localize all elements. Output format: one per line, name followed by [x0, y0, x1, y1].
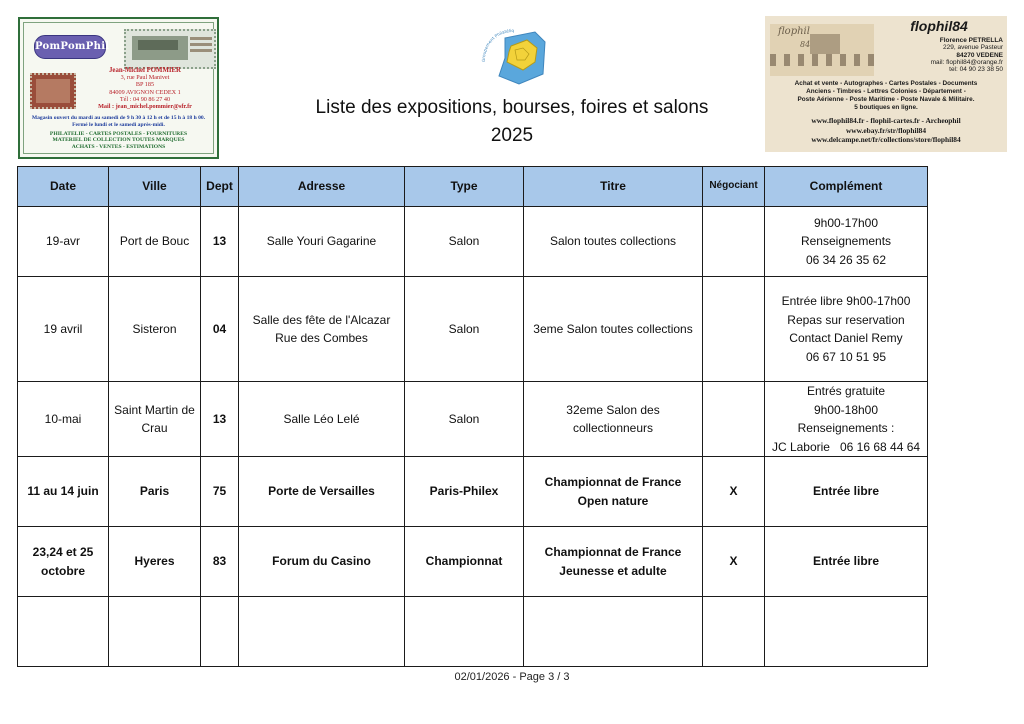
date-line: 23,24 et 25 — [32, 545, 94, 559]
cell-adresse — [239, 277, 405, 382]
complement-line: Renseignements : — [797, 421, 895, 435]
column-header-titre: Titre — [524, 167, 703, 207]
pompomphil-logo: PomPomPhil — [34, 35, 106, 59]
adresse-line: Salle des fête de l'Alcazar — [252, 312, 391, 327]
table-header-row — [18, 167, 928, 207]
complement-line: Contact Daniel Remy — [789, 331, 903, 345]
cell-adresse: Salle Léo Lelé — [239, 382, 405, 457]
website-line: www.flophil84.fr - flophil-cartes.fr - Archeophil — [811, 116, 961, 125]
cell-ville — [109, 382, 201, 457]
shop-bp: BP 185 — [135, 81, 155, 89]
cell-adresse: Forum du Casino — [239, 527, 405, 597]
column-header-negociant: Négociant — [703, 167, 765, 207]
cell-type: Paris-Philex — [405, 457, 524, 527]
table-row — [18, 527, 928, 597]
titre-line: Championnat de France — [544, 475, 682, 489]
shop-street: 3, rue Paul Manivet — [120, 74, 170, 82]
cell-empty — [239, 597, 405, 667]
shop-hours: Magasin ouvert du mardi au samedi de 9 h 30 à 12 h et de 15 h à 18 h 00. — [31, 115, 206, 121]
table-row — [18, 207, 928, 277]
complement-line: Entrés gratuite — [806, 384, 886, 398]
cell-complement — [765, 382, 928, 457]
date-line: octobre — [40, 563, 85, 578]
avignon-bridge-sketch-icon — [770, 24, 874, 76]
cell-titre — [524, 527, 703, 597]
column-header-ville: Ville — [109, 167, 201, 207]
ville-line: Saint Martin de — [114, 402, 195, 417]
cell-negociant: X — [703, 527, 765, 597]
events-table — [17, 166, 928, 667]
cell-complement — [765, 457, 928, 527]
cell-dept: 04 — [201, 277, 239, 382]
titre-line: Jeunesse et adulte — [559, 563, 667, 578]
cell-dept: 83 — [201, 527, 239, 597]
cell-empty — [765, 597, 928, 667]
title-line-1: Liste des expositions, bourses, foires et salons — [315, 97, 709, 118]
flophil84-services — [769, 80, 1003, 112]
cell-date: 19-avr — [18, 207, 109, 277]
column-header-date: Date — [18, 167, 109, 207]
table-row — [18, 457, 928, 527]
column-header-type: Type — [405, 167, 524, 207]
services-line: Poste Aérienne - Poste Maritime - Poste Navale & Militaire. — [797, 96, 975, 103]
cell-negociant — [703, 382, 765, 457]
table-row-empty — [18, 597, 928, 667]
complement-line: 06 67 10 51 95 — [805, 349, 887, 364]
titre-line: 32eme Salon des — [566, 402, 660, 417]
complement-line: Entrée libre — [812, 554, 880, 569]
logo-caption: Groupement Philatéliq — [480, 27, 515, 63]
region-map-stamp-icon — [475, 18, 551, 94]
cell-titre — [524, 457, 703, 527]
contact-mail: mail: flophil84@orange.fr — [930, 58, 1003, 66]
column-header-adresse: Adresse — [239, 167, 405, 207]
services-line: 5 boutiques en ligne. — [854, 104, 918, 111]
complement-line: Repas sur reservation — [787, 312, 905, 327]
cell-titre: Salon toutes collections — [524, 207, 703, 277]
page-title — [262, 94, 762, 150]
cell-date: 11 au 14 juin — [18, 457, 109, 527]
cell-empty — [109, 597, 201, 667]
column-header-dept: Dept — [201, 167, 239, 207]
shop-owner-name: Jean-Michel POMMIER — [109, 67, 181, 74]
sketch-lettering: flophil — [778, 26, 810, 37]
cell-date: 10-mai — [18, 382, 109, 457]
cell-ville: Port de Bouc — [109, 207, 201, 277]
cell-empty — [405, 597, 524, 667]
table-row — [18, 277, 928, 382]
cell-adresse: Salle Youri Gagarine — [239, 207, 405, 277]
complement-line: 9h00-17h00 — [813, 215, 879, 230]
services-line: Achat et vente - Autographes - Cartes Postales - Documents — [794, 80, 978, 87]
complement-line: Entrée libre 9h00-17h00 — [781, 294, 911, 308]
column-header-complement: Complément — [765, 167, 928, 207]
shop-address — [76, 67, 214, 110]
cell-negociant — [703, 277, 765, 382]
cell-empty — [703, 597, 765, 667]
stamp-image-icon — [30, 73, 76, 109]
titre-line: Championnat de France — [544, 545, 682, 559]
complement-line: 06 34 26 35 62 — [805, 252, 887, 267]
cell-type: Salon — [405, 207, 524, 277]
complement-line: 9h00-18h00 — [813, 402, 879, 417]
shop-mail: Mail : jean_michel.pommier@sfr.fr — [98, 103, 192, 111]
title-year: 2025 — [490, 125, 534, 146]
stamp-image-icon — [124, 29, 216, 69]
cell-negociant: X — [703, 457, 765, 527]
shop-details — [26, 115, 211, 151]
cell-titre — [524, 382, 703, 457]
services-line: Anciens - Timbres - Lettres Colonies - Département - — [806, 88, 966, 95]
cell-ville: Hyeres — [109, 527, 201, 597]
cell-empty — [201, 597, 239, 667]
shop-closed: Fermé le lundi et le samedi après-midi. — [72, 121, 165, 128]
page-footer: 02/01/2026 - Page 3 / 3 — [454, 671, 570, 683]
cell-type: Championnat — [405, 527, 524, 597]
cell-type: Salon — [405, 277, 524, 382]
cell-complement — [765, 207, 928, 277]
contact-name: Florence PETRELLA — [939, 37, 1003, 44]
flophil84-brand: flophil84 — [910, 18, 968, 34]
adresse-line: Rue des Combes — [275, 331, 368, 345]
flophil84-contact — [897, 37, 1003, 73]
cell-dept: 75 — [201, 457, 239, 527]
cell-adresse: Porte de Versailles — [239, 457, 405, 527]
cell-empty — [524, 597, 703, 667]
cell-type: Salon — [405, 382, 524, 457]
complement-line: Renseignements — [800, 234, 892, 249]
shop-services: ACHATS - VENTES - ESTIMATIONS — [71, 144, 166, 151]
website-line: www.ebay.fr/str/flophil84 — [845, 125, 927, 135]
flophil84-advertisement — [765, 16, 1007, 152]
cell-dept: 13 — [201, 207, 239, 277]
pompomphil-advertisement — [18, 17, 219, 159]
complement-line: JC Laborie 06 16 68 44 64 — [771, 439, 921, 454]
cell-date: 19 avril — [18, 277, 109, 382]
cell-date — [18, 527, 109, 597]
contact-city: 84270 VEDENE — [956, 51, 1003, 59]
cell-titre: 3eme Salon toutes collections — [524, 277, 703, 382]
sketch-lettering-number: 84 — [800, 40, 811, 49]
shop-phone: Tél : 04 90 86 27 40 — [119, 95, 171, 103]
contact-street: 229, avenue Pasteur — [943, 44, 1003, 52]
website-line: www.delcampe.net/fr/collections/store/flophil84 — [811, 135, 961, 145]
contact-phone: tel: 04 90 23 38 50 — [949, 66, 1003, 74]
cell-complement — [765, 527, 928, 597]
shop-city: 84009 AVIGNON CEDEX 1 — [109, 88, 181, 96]
titre-line: Open nature — [577, 493, 649, 508]
complement-line: Entrée libre — [812, 484, 880, 499]
cell-dept: 13 — [201, 382, 239, 457]
cell-ville: Paris — [109, 457, 201, 527]
cell-empty — [18, 597, 109, 667]
table-row — [18, 382, 928, 457]
ville-line: Crau — [141, 421, 168, 435]
flophil84-websites — [769, 116, 1003, 145]
shop-services: PHILATELIE - CARTES POSTALES - FOURNITURES — [49, 130, 188, 137]
shop-services: MATERIEL DE COLLECTION TOUTES MARQUES — [52, 137, 185, 144]
titre-line: collectionneurs — [572, 421, 654, 435]
cell-ville: Sisteron — [109, 277, 201, 382]
cell-complement — [765, 277, 928, 382]
cell-negociant — [703, 207, 765, 277]
